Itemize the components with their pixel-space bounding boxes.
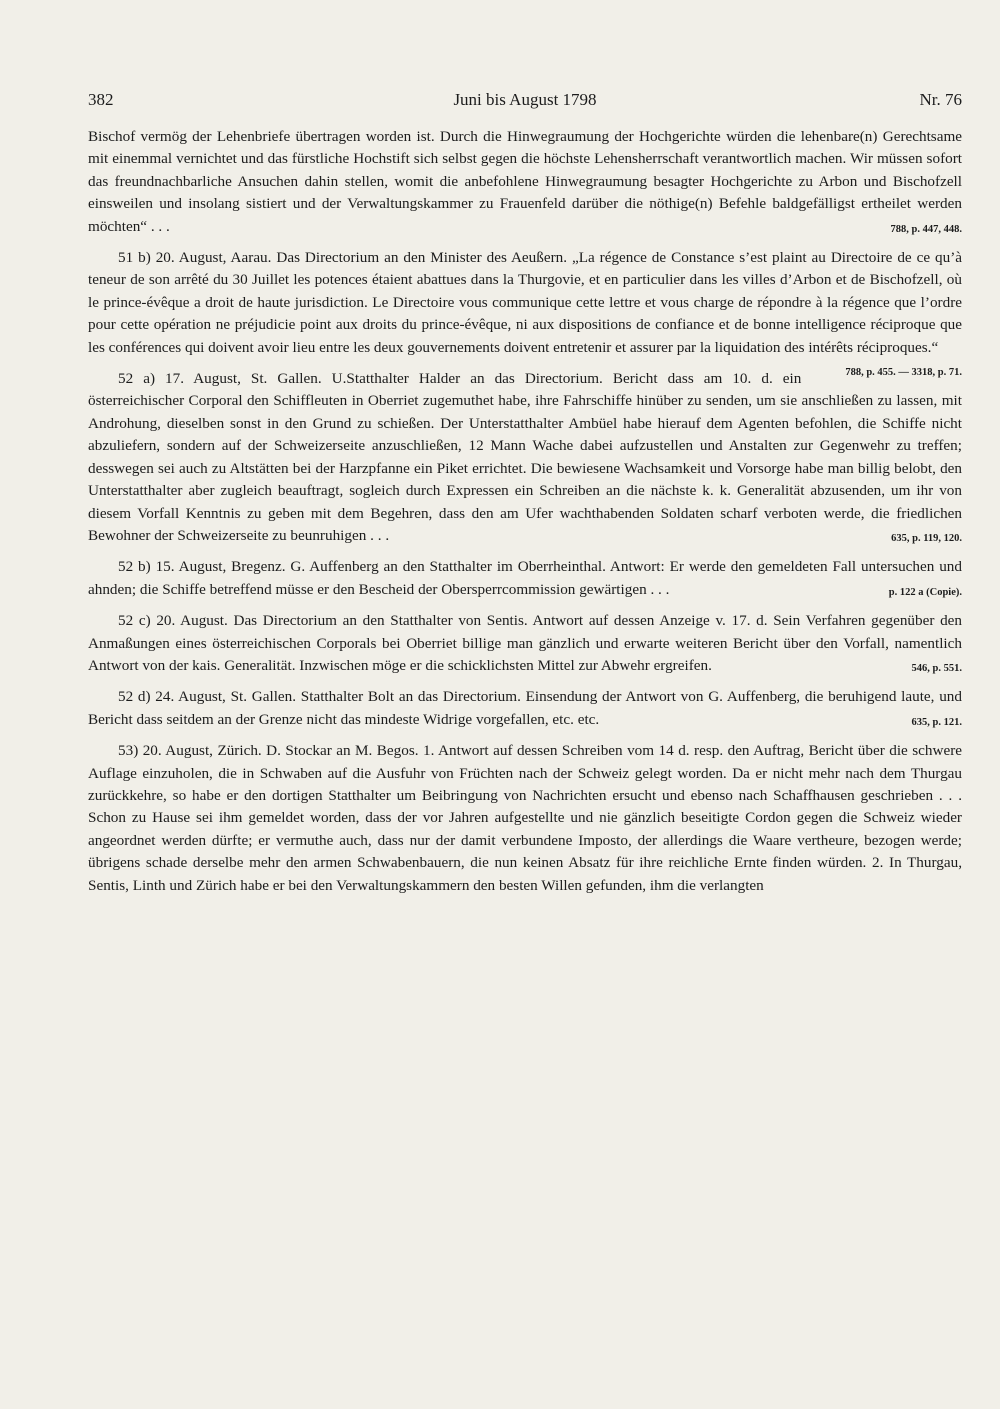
- entry-52a: [88, 368, 962, 547]
- source-reference: 546, p. 551.: [911, 662, 962, 674]
- paragraph-text: Bischof vermög der Lehenbriefe übertragen worden ist. Durch die Hinwegraumung der Hochgerichte würden die lehenbare(n) Gerechtsame mit einemmal vernichtet und das fürstliche Hochstift sich selbst gegen die höchste Lehensherrschaft verantwortlich machen. Wir müssen sofort das freundnachbarliche Ansuchen dahin stellen, womit die anbefohlene Hinwegraumung besagter Hochgerichte zu Arbon und Bischofzell einsweilen und insolang sistiert und der Verwaltungskammer zu Frauenfeld darüber die nöthige(n) Befehle baldgefälligst ertheilet werden möchten“ . . .: [88, 128, 962, 235]
- source-reference: 635, p. 121.: [911, 716, 962, 728]
- source-reference: 635, p. 119, 120.: [891, 532, 962, 544]
- page-number: 382: [88, 90, 114, 109]
- source-reference: p. 122 a (Copie).: [888, 586, 962, 598]
- entry-paragraph: [88, 247, 962, 379]
- source-reference: 788, p. 455. — 3318, p. 71.: [845, 367, 962, 379]
- continuation-paragraph: [88, 126, 962, 238]
- entry-paragraph: [88, 740, 962, 897]
- entry-53: [88, 740, 962, 897]
- paragraph-text: 52 a) 17. August, St. Gallen. U.Statthalter Halder an das Directorium. Bericht dass am 10. d. ein österreichischer Corporal den Schiffleuten in Oberriet zugemuthet habe, ihre Fahrschiffe hinüber zu senden, um sie anschließen zu lassen, mit Androhung, dieselben sonst in den Grund zu schießen. Der Unterstatthalter Ambüel habe hierauf dem Agenten befohlen, die Schiffe nicht abzuliefern, sondern auf der Schweizerseite anzuschließen, 12 Mann Wache dabei aufzustellen und Anstalten zur Gegenwehr zu treffen; desswegen sei auch zu Altstätten bei der Harzpfanne ein Piket errichtet. Die bewiesene Wachsamkeit und Vorsorge habe man billig belobt, den Unterstatthalter aber zugleich beauftragt, sogleich durch Expressen ein Schreiben an die nächste k. k. Generalität abzusenden, um ihr von diesem Vorfall Kenntnis zu geben mit dem Begehren, dass den am Ufer wachthabenden Soldaten scharf verboten werde, die friedlichen Bewohner der Schweizerseite zu beunruhigen . . .: [88, 370, 962, 544]
- entry-paragraph: [88, 368, 962, 547]
- entry-52c: [88, 610, 962, 677]
- paragraph-text: 53) 20. August, Zürich. D. Stockar an M. Begos. 1. Antwort auf dessen Schreiben vom 14 d. resp. den Auftrag, Bericht über die schwere Auflage einzuholen, die in Schwaben auf die Ausfuhr von Früchten nach der Schweiz gelegt worden. Da er nicht mehr nach dem Thurgau zurückkehre, so habe er den dortigen Statthalter um Beibringung von Nachrichten ersucht und ebenso nach Schaffhausen geschrieben . . . Schon zu Hause sei ihm gemeldet worden, dass der vor Jahren aufgestellte und nie gänzlich beseitigte Cordon gegen die Schweiz wieder angeordnet werden dürfte; er vermuthe auch, dass nur der damit verbundene Imposto, der allerdings die Waare vertheure, bezogen werde; übrigens schade derselbe mehr den armen Schwabenbauern, die nun keinen Absatz für ihre reichliche Ernte finden würden. 2. In Thurgau, Sentis, Linth und Zürich habe er bei den Verwaltungskammern den besten Willen gefunden, ihm die verlangten: [88, 742, 962, 894]
- paragraph-text: 52 d) 24. August, St. Gallen. Statthalter Bolt an das Directorium. Einsendung der Antwort von G. Auffenberg, die beruhigend laute, und Bericht dass seitdem an der Grenze nicht das mindeste Widrige vorgefallen, etc. etc.: [88, 688, 962, 728]
- entry-paragraph: [88, 556, 962, 601]
- page-body: [88, 126, 962, 897]
- entry-paragraph: [88, 686, 962, 731]
- source-reference: 788, p. 447, 448.: [890, 223, 962, 235]
- entry-51b: [88, 247, 962, 379]
- entry-paragraph: [88, 610, 962, 677]
- entry-52d: [88, 686, 962, 731]
- paragraph-text: 52 b) 15. August, Bregenz. G. Auffenberg an den Statthalter im Oberrheinthal. Antwort: Er werde den gemeldeten Fall untersuchen und ahnden; die Schiffe betreffend müsse er den Bescheid der Obersperrcommission gewärtigen . . .: [88, 558, 962, 598]
- entry-52b: [88, 556, 962, 601]
- paragraph-text: 52 c) 20. August. Das Directorium an den Statthalter von Sentis. Antwort auf dessen Anzeige v. 17. d. Sein Verfahren gegenüber den Anmaßungen eines österreichischen Corporals bei Oberriet billige man gänzlich und erwarte weiteren Bericht über den Vorfall, namentlich Antwort von der kais. Generalität. Inzwischen möge er die schicklichsten Mittel zur Abwehr ergreifen.: [88, 612, 962, 674]
- page-header: [88, 90, 962, 120]
- paragraph-text: 51 b) 20. August, Aarau. Das Directorium an den Minister des Aeußern. „La régence de Constance s’est plaint au Directoire de ce qu’à teneur de son arrêté du 30 Juillet les potences étaient abattues dans la Thurgovie, et en particulier dans les villes d’Arbon et de Bischofzell, où le prince-évêque a droit de haute jurisdiction. Le Directoire vous communique cette lettre et vous charge de répondre à la régence que l’ordre pour cette opération ne préjudicie point aux droits du prince-évêque, ni aux dispositions de confiance et de bonne intelligence réciproque que les conférences qui doivent avoir lieu entre les deux gouvernements doivent entretenir et assurer par la liquidation des intérêts réciproques.“: [88, 249, 962, 356]
- document-number: Nr. 76: [919, 90, 962, 109]
- running-title: Juni bis August 1798: [453, 90, 597, 109]
